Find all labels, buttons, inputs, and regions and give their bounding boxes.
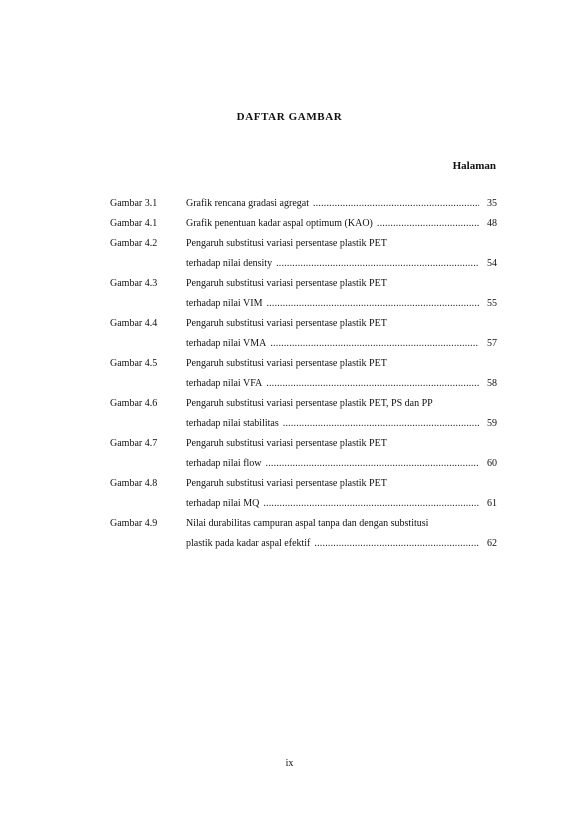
figure-page: 57: [487, 338, 497, 349]
leader-dots: [276, 257, 479, 270]
list-item: [110, 397, 497, 417]
list-item: [110, 197, 497, 217]
list-item: [110, 517, 497, 537]
leader-dots: [266, 457, 479, 470]
list-item-continuation: [110, 537, 497, 557]
list-item: [110, 437, 497, 457]
list-item-continuation: [110, 337, 497, 357]
list-item-continuation: [110, 457, 497, 477]
page-number: ix: [285, 758, 294, 769]
figure-page: 59: [487, 418, 497, 429]
figure-label: Gambar 3.1: [110, 198, 158, 209]
figure-caption-continued: terhadap nilai VIM: [186, 298, 263, 309]
figure-page: 55: [487, 298, 497, 309]
figure-caption: Pengaruh substitusi variasi persentase plastik PET: [186, 478, 387, 489]
figure-label: Gambar 4.6: [110, 398, 158, 409]
figure-caption: Pengaruh substitusi variasi persentase plastik PET: [186, 438, 387, 449]
figure-label: Gambar 4.5: [110, 358, 158, 369]
list-item-continuation: [110, 257, 497, 277]
figure-page: 61: [487, 498, 497, 509]
figure-caption-continued: plastik pada kadar aspal efektif: [186, 538, 311, 549]
figure-label: Gambar 4.1: [110, 218, 158, 229]
leader-dots: [266, 297, 479, 310]
figure-caption: Grafik penentuan kadar aspal optimum (KAO): [186, 218, 373, 229]
figure-label: Gambar 4.4: [110, 318, 158, 329]
list-of-figures: [110, 197, 497, 557]
page-column-header: Halaman: [452, 160, 496, 172]
figure-page: 60: [487, 458, 497, 469]
figure-caption-continued: terhadap nilai VFA: [186, 378, 263, 389]
leader-dots: [377, 217, 479, 230]
list-item: [110, 217, 497, 237]
list-item: [110, 357, 497, 377]
page-title: DAFTAR GAMBAR: [236, 111, 343, 123]
figure-caption-continued: terhadap nilai density: [186, 258, 273, 269]
figure-caption-continued: terhadap nilai MQ: [186, 498, 260, 509]
figure-label: Gambar 4.2: [110, 238, 158, 249]
list-item: [110, 237, 497, 257]
figure-caption: Grafik rencana gradasi agregat: [186, 198, 309, 209]
list-item: [110, 317, 497, 337]
figure-page: 62: [487, 538, 497, 549]
figure-caption: Pengaruh substitusi variasi persentase plastik PET, PS dan PP: [186, 398, 433, 409]
list-item-continuation: [110, 497, 497, 517]
figure-page: 35: [487, 198, 497, 209]
figure-caption-continued: terhadap nilai stabilitas: [186, 418, 279, 429]
list-item-continuation: [110, 297, 497, 317]
figure-page: 54: [487, 258, 497, 269]
list-item-continuation: [110, 417, 497, 437]
leader-dots: [314, 537, 479, 550]
figure-caption: Nilai durabilitas campuran aspal tanpa dan dengan substitusi: [186, 518, 429, 529]
leader-dots: [283, 417, 479, 430]
leader-dots: [313, 197, 479, 210]
list-item-continuation: [110, 377, 497, 397]
leader-dots: [266, 377, 479, 390]
figure-caption: Pengaruh substitusi variasi persentase plastik PET: [186, 238, 387, 249]
figure-caption-continued: terhadap nilai VMA: [186, 338, 267, 349]
figure-label: Gambar 4.3: [110, 278, 158, 289]
figure-caption: Pengaruh substitusi variasi persentase plastik PET: [186, 318, 387, 329]
figure-label: Gambar 4.8: [110, 478, 158, 489]
figure-page: 48: [487, 218, 497, 229]
list-item: [110, 277, 497, 297]
figure-caption: Pengaruh substitusi variasi persentase plastik PET: [186, 358, 387, 369]
figure-caption: Pengaruh substitusi variasi persentase plastik PET: [186, 278, 387, 289]
list-item: [110, 477, 497, 497]
figure-label: Gambar 4.7: [110, 438, 158, 449]
leader-dots: [263, 497, 479, 510]
figure-caption-continued: terhadap nilai flow: [186, 458, 262, 469]
figure-label: Gambar 4.9: [110, 518, 158, 529]
figure-page: 58: [487, 378, 497, 389]
leader-dots: [270, 337, 479, 350]
